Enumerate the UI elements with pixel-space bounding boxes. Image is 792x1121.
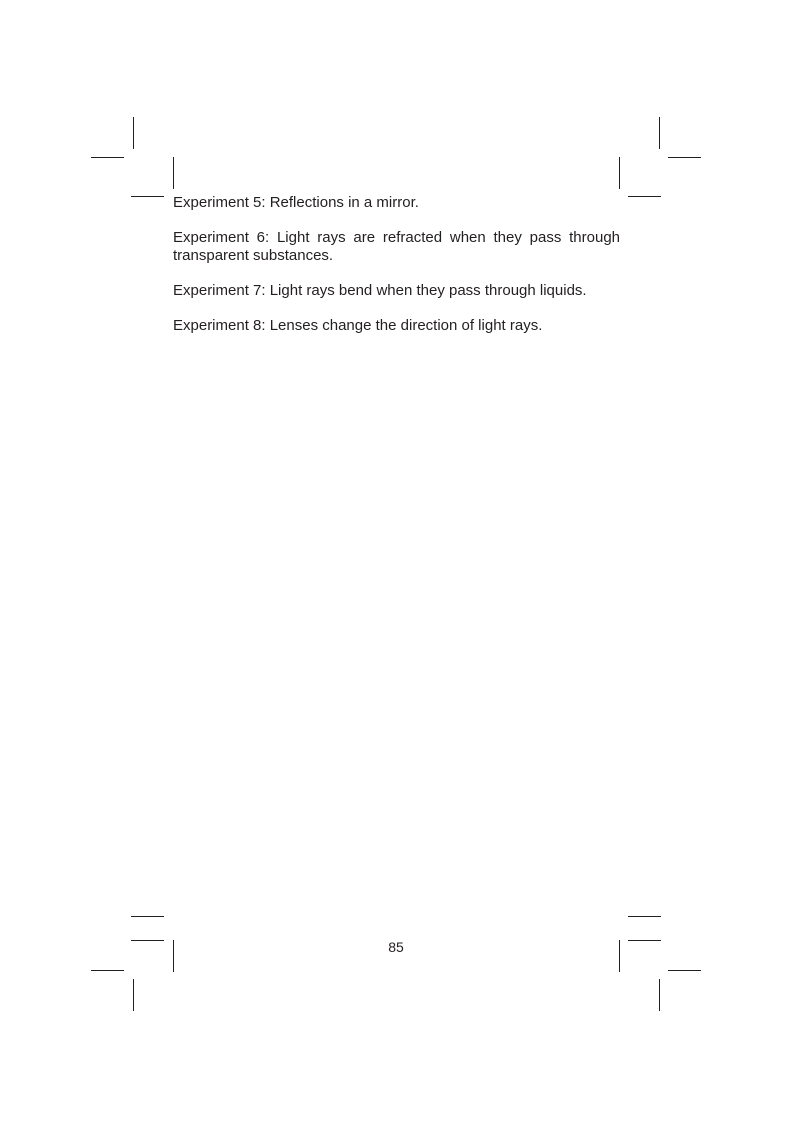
body-text [173,194,620,352]
crop-mark-top-right-outer-vertical [659,117,660,149]
crop-mark-top-left-inner-horizontal [131,196,164,197]
crop-mark-bottom-left-outer-horizontal [91,970,124,971]
paragraph-experiment-7: Experiment 7: Light rays bend when they pass through liquids. [173,282,587,299]
crop-mark-top-left-inner-vertical [173,157,174,189]
crop-mark-top-right-inner-vertical [619,157,620,189]
crop-mark-top-left-outer-vertical [133,117,134,149]
paragraph-experiment-6: Experiment 6: Light rays are refracted when they pass through transparent substances. [173,229,620,264]
crop-mark-bottom-right-outer-vertical [659,979,660,1011]
crop-mark-bottom-right-inner-horizontal-top [628,916,661,917]
crop-mark-bottom-right-outer-horizontal [668,970,701,971]
crop-mark-top-left-outer-horizontal [91,157,124,158]
page-number: 85 [388,939,404,955]
crop-mark-bottom-left-outer-vertical [133,979,134,1011]
paragraph-experiment-5: Experiment 5: Reflections in a mirror. [173,194,419,211]
crop-mark-top-right-inner-horizontal [628,196,661,197]
paragraph-experiment-8: Experiment 8: Lenses change the direction of light rays. [173,317,543,334]
crop-mark-top-right-outer-horizontal [668,157,701,158]
crop-mark-bottom-left-inner-horizontal-top [131,916,164,917]
